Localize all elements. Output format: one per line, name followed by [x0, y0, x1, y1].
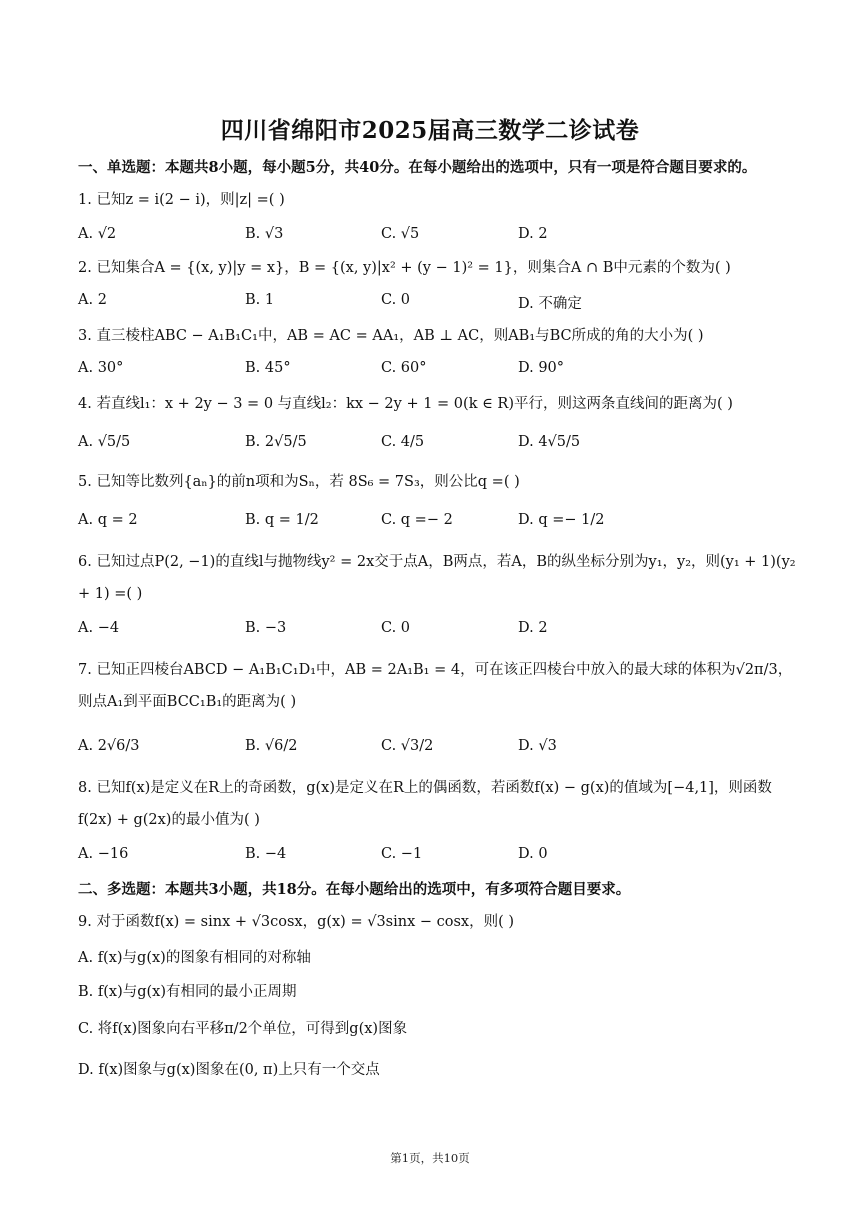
option-b: B. √6/2 [245, 738, 298, 754]
option-c: C. √3/2 [381, 738, 434, 754]
option-a: A. −4 [78, 620, 120, 636]
section-heading-single-choice: 一、单选题：本题共8小题，每小题5分，共40分。在每小题给出的选项中，只有一项是符合题目要求的。 [78, 159, 757, 176]
option-b: B. 2√5/5 [245, 434, 307, 450]
option-c: C. √5 [381, 226, 420, 242]
section-heading-multiple-choice: 二、多选题：本题共3小题，共18分。在每小题给出的选项中，有多项符合题目要求。 [78, 881, 631, 898]
option-d: D. 2 [518, 620, 548, 636]
page-title: 四川省绵阳市2025届高三数学二诊试卷 [220, 117, 640, 144]
option-b: B. √3 [245, 226, 284, 242]
option-c: C. 0 [381, 620, 411, 636]
option-c: C. q =− 2 [381, 512, 453, 528]
option-d: D. 不确定 [518, 296, 582, 312]
question-2-options [78, 292, 798, 316]
option-a: A. √2 [78, 226, 117, 242]
option-d: D. 2 [518, 226, 548, 242]
question-9-option-b: B. f(x)与g(x)有相同的最小正周期 [78, 984, 297, 1000]
option-d: D. 90° [518, 360, 565, 376]
option-c: C. −1 [381, 846, 423, 862]
option-c: C. 0 [381, 292, 411, 308]
question-8-options [78, 846, 798, 870]
question-9-stem: 9. 对于函数f(x) = sinx + √3cosx，g(x) = √3sinx − cosx，则( ) [78, 914, 515, 930]
question-6-options [78, 620, 798, 644]
option-d: D. q =− 1/2 [518, 512, 605, 528]
option-a: A. 30° [78, 360, 124, 376]
question-4-stem: 4. 若直线l₁：x + 2y − 3 = 0 与直线l₂：kx − 2y + 1 = 0(k ∈ R)平行，则这两条直线间的距离为( ) [78, 396, 733, 412]
option-b: B. 45° [245, 360, 291, 376]
option-c: C. 4/5 [381, 434, 425, 450]
question-3-stem: 3. 直三棱柱ABC − A₁B₁C₁中，AB = AC = AA₁，AB ⊥ AC，则AB₁与BC所成的角的大小为( ) [78, 328, 704, 344]
option-b: B. −3 [245, 620, 287, 636]
option-a: A. √5/5 [78, 434, 131, 450]
question-1-options [78, 226, 798, 250]
option-d: D. √3 [518, 738, 557, 754]
question-5-options [78, 512, 798, 536]
question-7-stem: 7. 已知正四棱台ABCD − A₁B₁C₁D₁中，AB = 2A₁B₁ = 4，可在该正四棱台中放入的最大球的体积为√2π/3，则点A₁到平面BCC₁B₁的距离为( ) [78, 662, 793, 710]
option-b: B. 1 [245, 292, 275, 308]
option-a: A. 2√6/3 [78, 738, 140, 754]
question-9-option-a: A. f(x)与g(x)的图象有相同的对称轴 [78, 950, 311, 966]
option-d: D. 0 [518, 846, 548, 862]
question-5-stem: 5. 已知等比数列{aₙ}的前n项和为Sₙ，若 8S₆ = 7S₃，则公比q =( ) [78, 474, 520, 490]
question-4-options [78, 434, 798, 458]
question-8-stem: 8. 已知f(x)是定义在R上的奇函数，g(x)是定义在R上的偶函数，若函数f(x) − g(x)的值域为[−4,1]，则函数f(2x) + g(2x)的最小值为( ) [78, 780, 772, 828]
option-c: C. 60° [381, 360, 427, 376]
question-2-stem: 2. 已知集合A = {(x, y)|y = x}，B = {(x, y)|x² + (y − 1)² = 1}，则集合A ∩ B中元素的个数为( ) [78, 260, 731, 276]
option-a: A. q = 2 [78, 512, 138, 528]
question-6-stem: 6. 已知过点P(2, −1)的直线l与抛物线y² = 2x交于点A，B两点，若A，B的纵坐标分别为y₁，y₂，则(y₁ + 1)(y₂ + 1) =( ) [78, 554, 796, 602]
option-d: D. 4√5/5 [518, 434, 581, 450]
page-footer: 第1页，共10页 [390, 1151, 470, 1165]
option-a: A. 2 [78, 292, 107, 308]
option-a: A. −16 [78, 846, 129, 862]
question-3-options [78, 360, 798, 384]
question-7-options [78, 738, 798, 762]
option-b: B. −4 [245, 846, 287, 862]
question-9-option-c: C. 将f(x)图象向右平移π/2个单位，可得到g(x)图象 [78, 1021, 408, 1037]
option-b: B. q = 1/2 [245, 512, 319, 528]
question-1-stem: 1. 已知z = i(2 − i)，则|z| =( ) [78, 192, 285, 208]
question-9-option-d: D. f(x)图象与g(x)图象在(0, π)上只有一个交点 [78, 1062, 380, 1078]
